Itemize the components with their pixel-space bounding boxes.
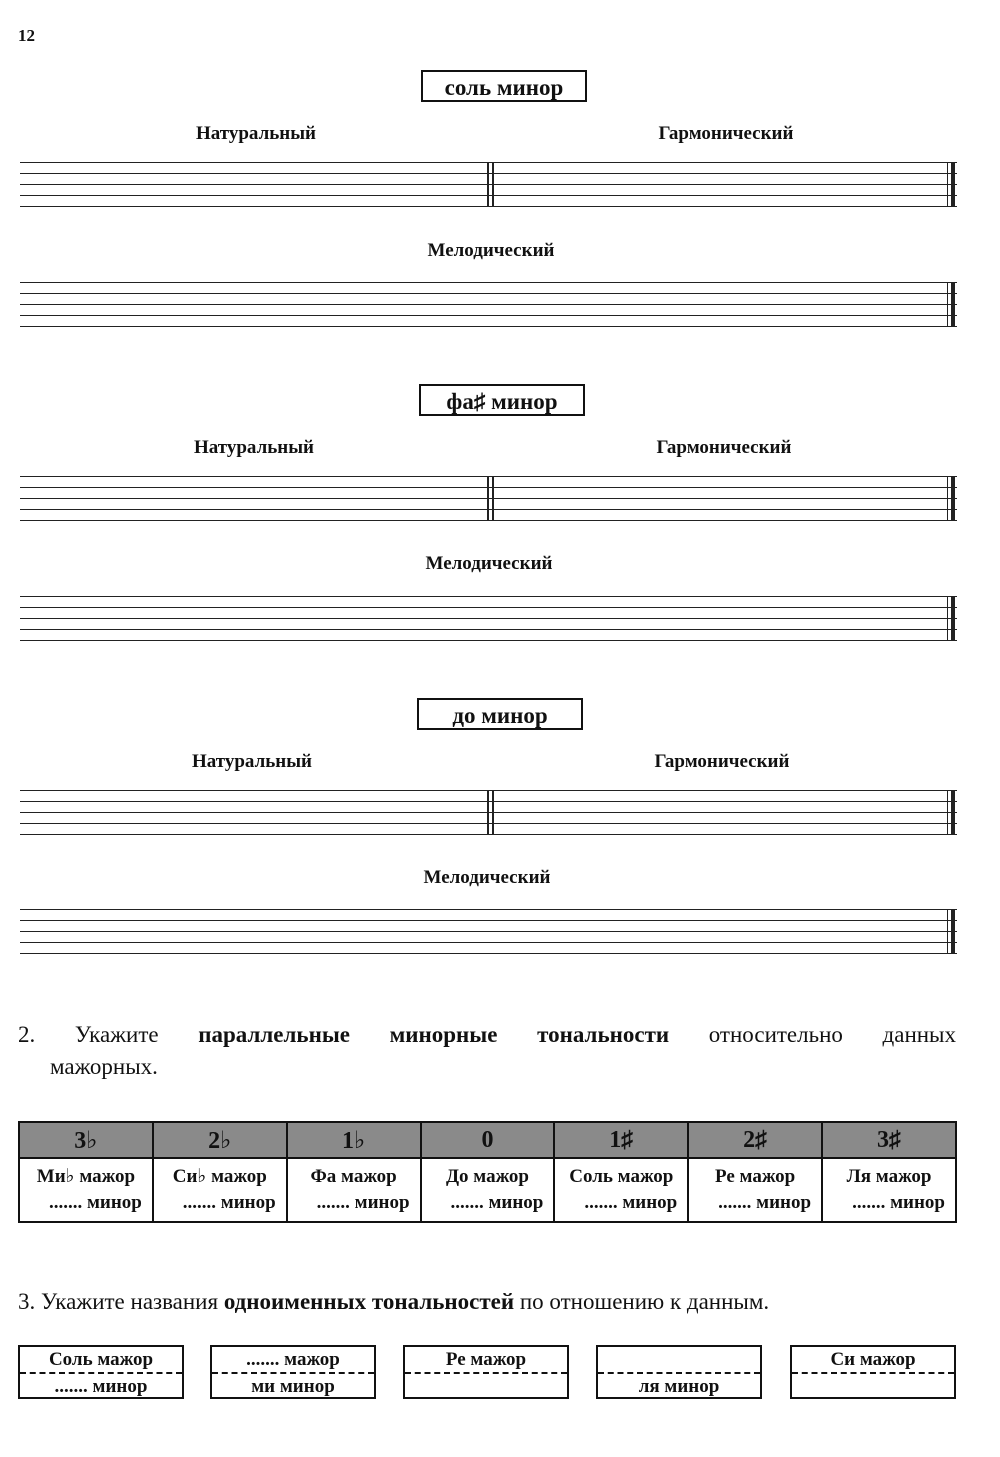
signature-cell: 2♭ xyxy=(153,1122,287,1158)
answer-box[interactable] xyxy=(210,1345,376,1399)
signature-cell: 0 xyxy=(421,1122,555,1158)
key-title-g-minor: соль минор xyxy=(421,70,587,102)
key-cell[interactable]: До мажор ....... минор xyxy=(421,1158,555,1222)
staff-natural-harmonic xyxy=(20,162,957,206)
signature-cell: 3♭ xyxy=(19,1122,153,1158)
signature-cell: 3♯ xyxy=(822,1122,956,1158)
label-melodic: Мелодический xyxy=(423,867,551,888)
label-harmonic: Гармонический xyxy=(656,437,792,458)
label-natural: Натуральный xyxy=(195,123,317,144)
answer-box[interactable] xyxy=(596,1345,762,1399)
answer-box-bottom[interactable]: ....... минор xyxy=(54,1376,148,1397)
key-title-c-minor: до минор xyxy=(417,698,583,730)
label-melodic: Мелодический xyxy=(427,240,555,261)
key-cell[interactable]: Ля мажор ....... минор xyxy=(822,1158,956,1222)
answer-box-bottom[interactable] xyxy=(405,1374,567,1399)
answer-box-bottom[interactable] xyxy=(792,1374,954,1399)
staff-natural-harmonic xyxy=(20,790,957,834)
answer-box[interactable] xyxy=(403,1345,569,1399)
label-natural: Натуральный xyxy=(193,437,315,458)
key-cell[interactable]: Соль мажор ....... минор xyxy=(554,1158,688,1222)
page-number: 12 xyxy=(18,26,35,45)
key-cell[interactable]: Си♭ мажор ....... минор xyxy=(153,1158,287,1222)
task-2-line-1: 2. Укажите параллельные минорные тональности относительно данных xyxy=(18,1022,957,1047)
task-3: 3. Укажите названия одноименных тональностей по отношению к данным. xyxy=(18,1289,770,1314)
key-cell[interactable]: Ми♭ мажор ....... минор xyxy=(19,1158,153,1222)
answer-box-top[interactable]: Соль мажор xyxy=(20,1347,182,1374)
answer-box-top[interactable]: Си мажор xyxy=(792,1347,954,1374)
signature-cell: 1♯ xyxy=(554,1122,688,1158)
answer-box[interactable] xyxy=(18,1345,184,1399)
staff-melodic xyxy=(20,282,957,326)
signature-cell: 2♯ xyxy=(688,1122,822,1158)
task-2 xyxy=(18,1019,956,1083)
answer-box-top[interactable]: Ре мажор xyxy=(405,1347,567,1374)
label-melodic: Мелодический xyxy=(425,553,553,574)
staff-melodic xyxy=(20,596,957,640)
answer-box-bottom[interactable]: ми минор xyxy=(251,1376,335,1397)
answer-box-bottom[interactable]: ля минор xyxy=(638,1376,720,1397)
key-cell[interactable]: Ре мажор ....... минор xyxy=(688,1158,822,1222)
task-2-line-2: мажорных. xyxy=(50,1054,158,1079)
key-title-fsharp-minor: фа♯ минор xyxy=(419,384,585,416)
key-cell[interactable]: Фа мажор ....... минор xyxy=(287,1158,421,1222)
signature-cell: 1♭ xyxy=(287,1122,421,1158)
label-harmonic: Гармонический xyxy=(658,123,794,144)
answer-box[interactable] xyxy=(790,1345,956,1399)
label-natural: Натуральный xyxy=(191,751,313,772)
key-signature-table xyxy=(18,1121,957,1223)
answer-box-top[interactable]: ....... мажор xyxy=(212,1347,374,1374)
label-harmonic: Гармонический xyxy=(654,751,790,772)
answer-box-top[interactable] xyxy=(598,1347,760,1374)
staff-natural-harmonic xyxy=(20,476,957,520)
staff-melodic xyxy=(20,909,957,953)
